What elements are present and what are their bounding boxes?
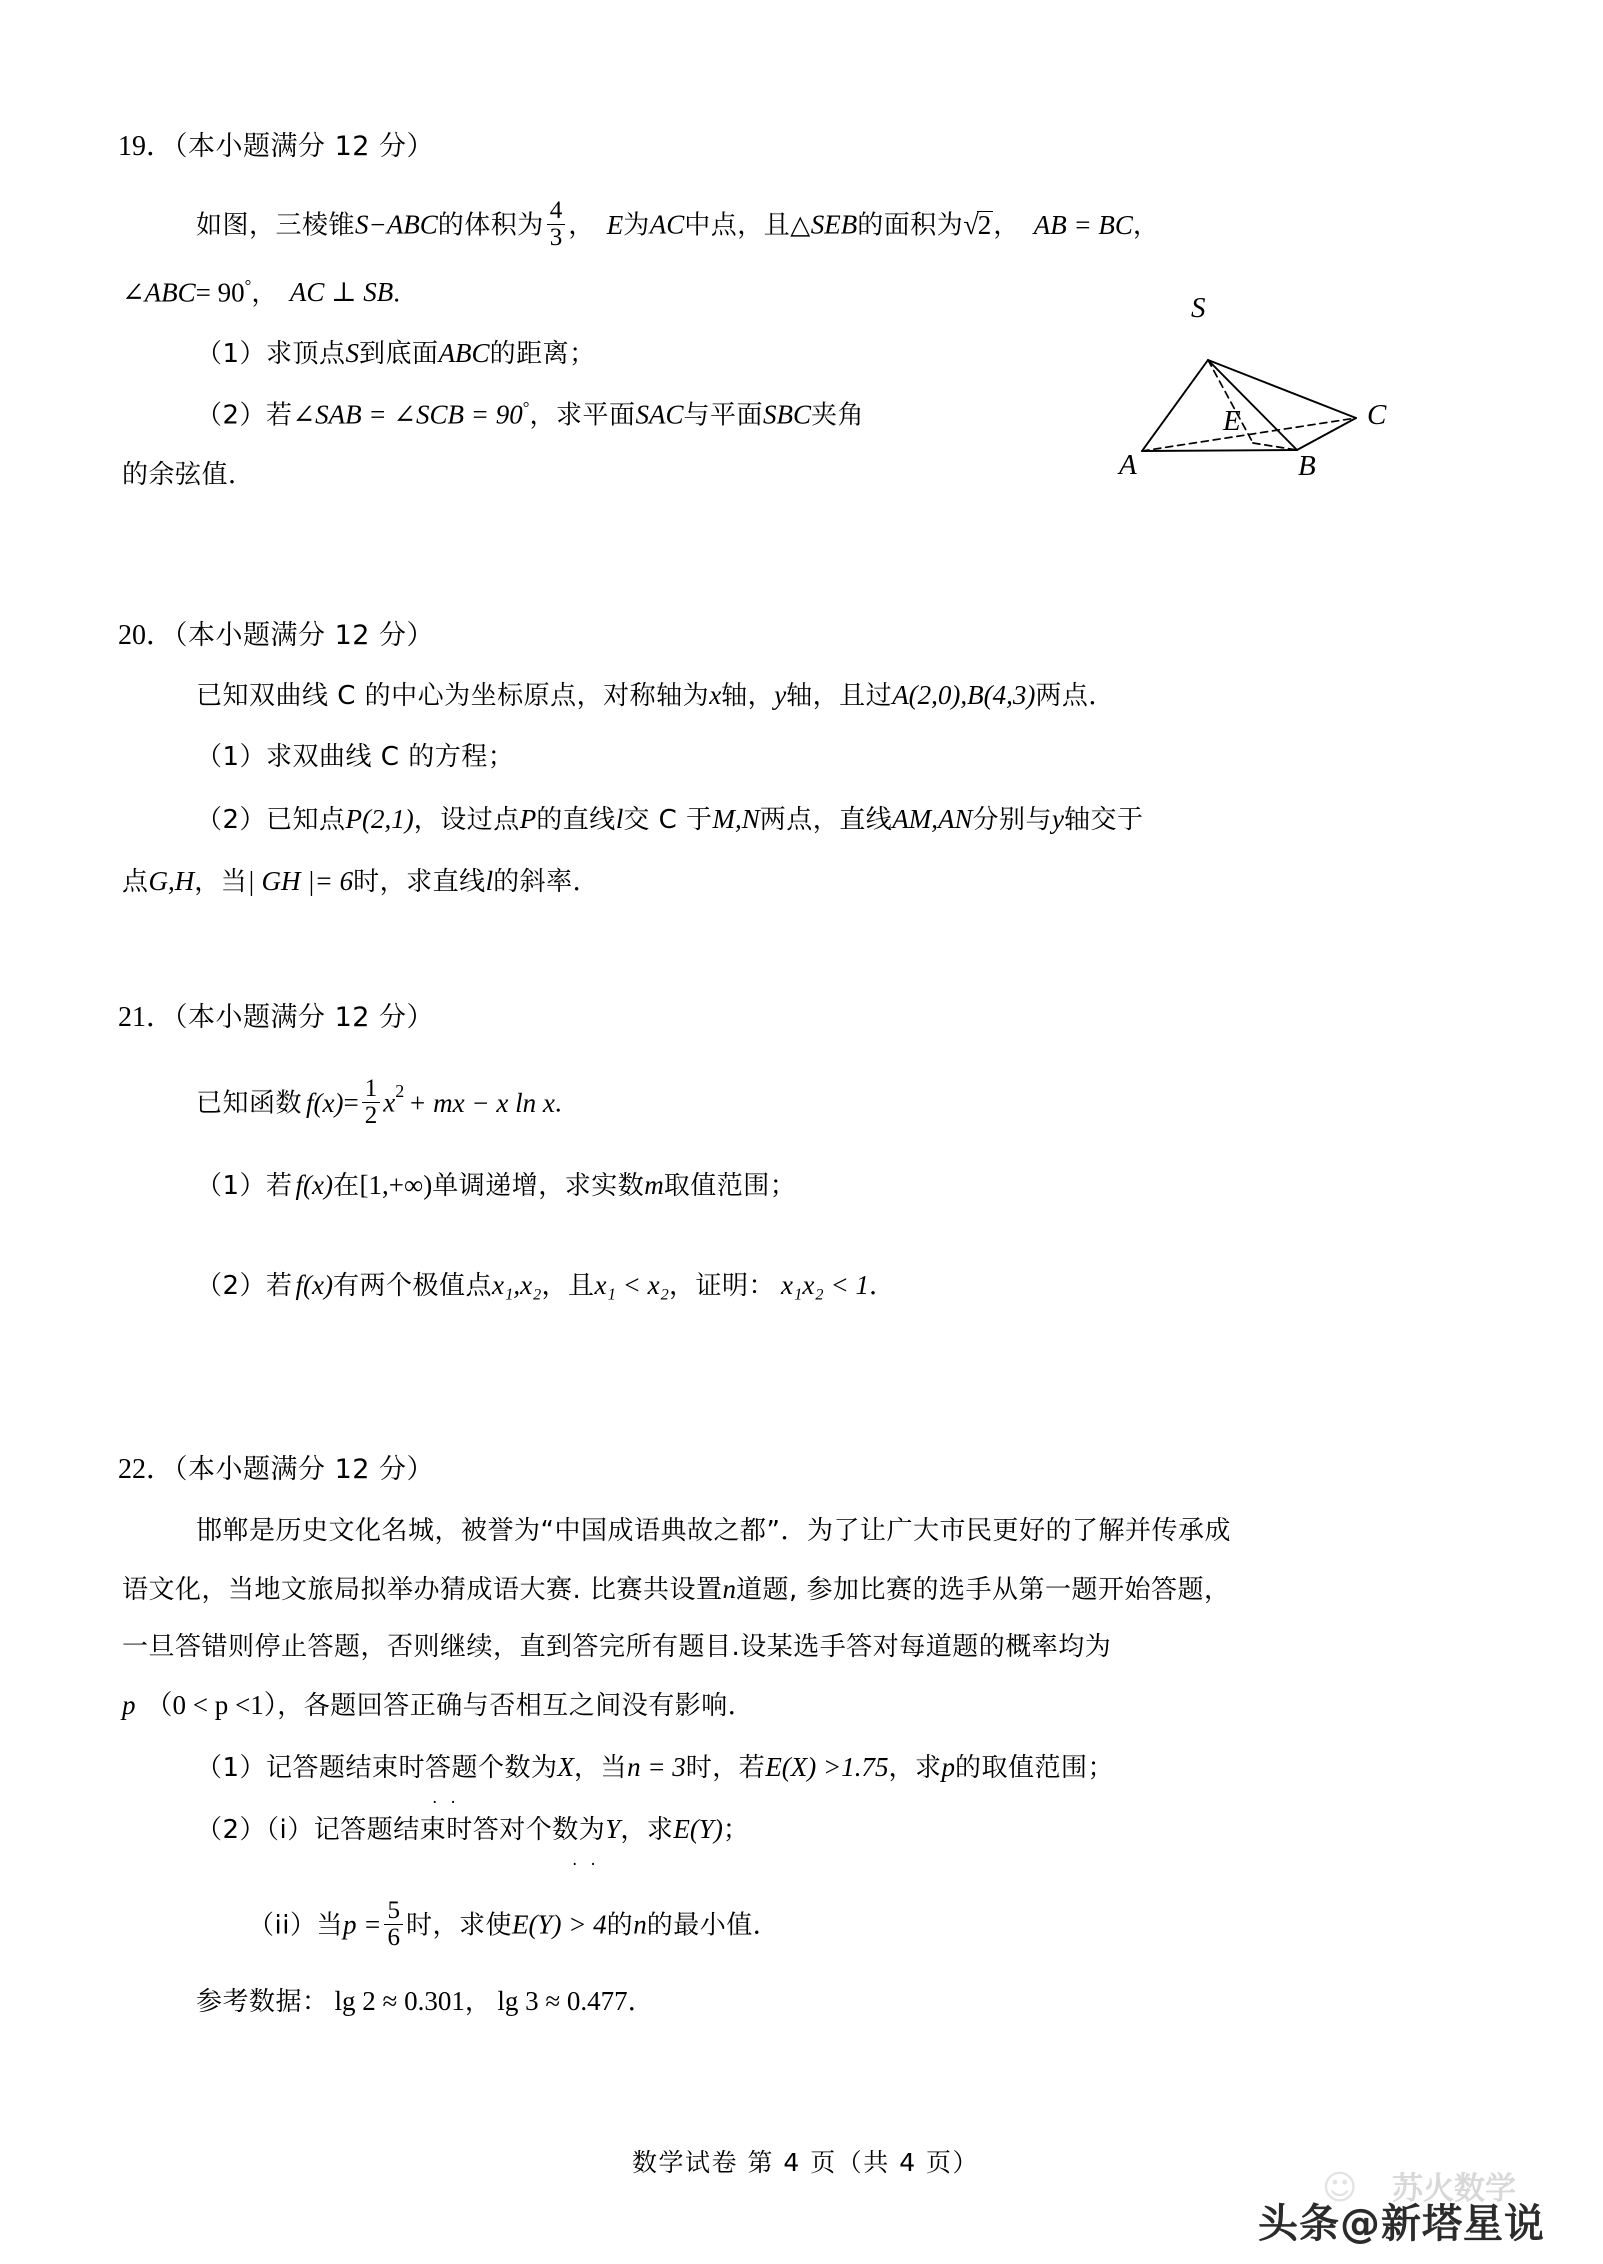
q19-sqrt-two bbox=[963, 211, 993, 240]
q22-expectation-x: E(X) >1.75 bbox=[765, 1752, 889, 1782]
q21-part1-fx: f(x) bbox=[295, 1170, 334, 1200]
q19-stem-a: 如图，三棱锥 bbox=[196, 210, 356, 241]
q21-part1 bbox=[196, 1172, 796, 1199]
q20-axis-x: x bbox=[709, 680, 722, 710]
q22-p-equals: p = bbox=[342, 1909, 382, 1940]
q22-ref-comma: ， bbox=[464, 1987, 492, 2017]
q22-lg2-value: lg 2 ≈ 0.301 bbox=[334, 1986, 465, 2016]
q19-part1-c: 到底面 bbox=[359, 339, 439, 369]
edge-SA bbox=[1142, 360, 1208, 451]
q20-stem bbox=[196, 682, 1115, 709]
q22-p-range: （0 < p <1） bbox=[145, 1690, 278, 1720]
q22-part2-c: ，求 bbox=[620, 1815, 674, 1845]
q20-score-note: （本小题满分 12 分） bbox=[174, 620, 435, 651]
q22-number: 22． bbox=[118, 1454, 175, 1485]
q19-figure-tetrahedron bbox=[1090, 292, 1490, 482]
edge-SB bbox=[1208, 360, 1297, 450]
q19-stem-line2 bbox=[122, 276, 400, 309]
q20-stem-a: 已知双曲线 C 的中心为坐标原点，对称轴为 bbox=[196, 681, 710, 711]
q19-comma-4: ， bbox=[251, 278, 278, 309]
q22-expectation-y: E(Y) bbox=[673, 1814, 723, 1844]
smiley-face-icon: ☺ bbox=[1322, 2168, 1358, 2208]
q21-stem bbox=[196, 1075, 562, 1130]
q20-points-ab: A(2,0),B(4,3) bbox=[892, 680, 1036, 710]
q22-score-note: （本小题满分 12 分） bbox=[174, 1454, 435, 1485]
q20-part2-t: 的斜率． bbox=[493, 867, 600, 897]
figure-label-A: A bbox=[1119, 449, 1137, 481]
q21-ordering: x₁ < x₂ bbox=[594, 1270, 670, 1300]
q19-stem-line1 bbox=[196, 197, 1160, 252]
q20-axis-y2: y bbox=[1052, 804, 1065, 834]
q21-function-fx: f(x) bbox=[306, 1087, 344, 1118]
q19-part1-e: 的距离； bbox=[489, 339, 596, 369]
q21-part1-a: （1）若 bbox=[196, 1171, 293, 1201]
page-footer: 数学试卷 第 4 页（共 4 页） bbox=[632, 2148, 980, 2177]
q22-n-equals-3: n = 3 bbox=[627, 1752, 686, 1782]
q22-part1-a: （1）记答题结束时答题个数为 bbox=[196, 1753, 558, 1783]
q20-p-label: P bbox=[519, 804, 537, 834]
q22-part1-i: 的取值范围； bbox=[955, 1753, 1115, 1783]
q21-part2-e: ，且 bbox=[541, 1271, 595, 1301]
q20-part2-p: ，当 bbox=[194, 867, 248, 897]
q19-volume-denominator: 3 bbox=[547, 224, 566, 251]
q20-part2-e: 的直线 bbox=[536, 805, 616, 835]
q19-number: 19． bbox=[118, 131, 175, 162]
q22-part1-c: ，当 bbox=[574, 1753, 628, 1783]
q20-points-mn: M,N bbox=[712, 804, 760, 834]
q22-p-fraction bbox=[384, 1898, 403, 1950]
q20-stem-c: 轴， bbox=[721, 681, 775, 711]
q21-number: 21． bbox=[118, 1002, 175, 1033]
q19-angle-value: = 90 bbox=[195, 277, 245, 308]
q21-prove-statement: x₁x₂ < 1 bbox=[781, 1270, 869, 1300]
q20-part1: （1）求双曲线 C 的方程； bbox=[196, 742, 515, 772]
q22-part1-g: ，求 bbox=[888, 1753, 942, 1783]
q19-stem-h: 中点，且△ bbox=[684, 210, 811, 241]
q22-num-questions: n bbox=[722, 1574, 737, 1604]
q21-part2 bbox=[196, 1272, 896, 1299]
q19-tri-seb: SEB bbox=[810, 209, 858, 240]
q19-seg-ac: AC bbox=[649, 209, 685, 240]
q19-part2-line2: 的余弦值． bbox=[122, 460, 255, 490]
q20-stem-g: 两点． bbox=[1035, 681, 1115, 711]
q21-period: . bbox=[554, 1087, 562, 1118]
q20-part2-a: （2）已知点 bbox=[196, 805, 346, 835]
q21-score-note: （本小题满分 12 分） bbox=[174, 1002, 435, 1033]
q20-part2-r: 时，求直线 bbox=[353, 867, 486, 897]
q21-x-term: x bbox=[383, 1087, 396, 1118]
q20-point-p: P(2,1) bbox=[345, 804, 414, 834]
q21-rest-terms: + mx − x ln x bbox=[408, 1087, 555, 1118]
q22-ey-gt-4: E(Y) > 4 bbox=[511, 1909, 607, 1940]
q19-stem-c: 的体积为 bbox=[437, 210, 544, 241]
q21-equals: = bbox=[343, 1087, 359, 1118]
figure-label-E: E bbox=[1223, 405, 1241, 437]
q21-half-denominator: 2 bbox=[362, 1102, 381, 1129]
q20-line-l: l bbox=[615, 804, 624, 834]
q19-comma-3: ， bbox=[1132, 210, 1160, 241]
q19-comma-2: ， bbox=[993, 210, 1020, 241]
q22-stem-line1: 邯郸是历史文化名城，被誉为“中国成语典故之都”．为了让广大市民更好的了解并传承成 bbox=[196, 1516, 1231, 1546]
q22-stem-line4 bbox=[122, 1692, 754, 1719]
q20-line-l2: l bbox=[485, 866, 494, 896]
tetrahedron-svg bbox=[1090, 320, 1490, 480]
q19-volume-fraction bbox=[547, 198, 566, 250]
q21-stem-a: 已知函数 bbox=[196, 1088, 303, 1119]
q22-part2-e: ； bbox=[722, 1815, 750, 1845]
watermark-main-text: 头条@新塔星说 bbox=[1258, 2201, 1545, 2247]
q19-stem-f: 为 bbox=[623, 210, 650, 241]
q22-stem-line2 bbox=[122, 1576, 1231, 1603]
q19-degree-sign: ° bbox=[244, 276, 252, 295]
q22-part1-e: 时，若 bbox=[685, 1753, 766, 1783]
q20-header bbox=[118, 622, 434, 650]
q22-ref-label: 参考数据： bbox=[196, 1987, 329, 2017]
q21-part2-i: ． bbox=[869, 1271, 896, 1301]
q21-x-exponent: 2 bbox=[395, 1081, 405, 1102]
q19-point-e: E bbox=[606, 209, 624, 240]
q22-var-x: X bbox=[557, 1752, 575, 1782]
q20-gh-length: | GH |= 6 bbox=[247, 866, 354, 896]
q22-part2ii-g: 的最小值． bbox=[646, 1910, 780, 1941]
q22-part2-ii bbox=[248, 1897, 780, 1952]
q22-part2-i bbox=[196, 1816, 749, 1843]
figure-label-B: B bbox=[1298, 450, 1316, 482]
radical-icon: √ bbox=[963, 209, 979, 241]
q21-part2-c: 有两个极值点 bbox=[333, 1271, 493, 1301]
q22-var-y: Y bbox=[605, 1814, 621, 1844]
q19-header bbox=[118, 133, 434, 161]
q19-part1-base: ABC bbox=[438, 338, 490, 368]
q19-period-1: . bbox=[393, 277, 400, 308]
q20-axis-y: y bbox=[774, 680, 787, 710]
q22-p-denominator: 6 bbox=[384, 1924, 403, 1951]
q19-stem-j: 的面积为 bbox=[857, 210, 964, 241]
q22-prob-p: p bbox=[122, 1690, 136, 1720]
q21-part2-g: ，证明： bbox=[669, 1271, 776, 1301]
q22-reference-data bbox=[196, 1988, 654, 2015]
q21-param-m: m bbox=[644, 1170, 664, 1200]
q20-points-gh: G,H bbox=[148, 866, 195, 896]
q22-part2ii-c: 时，求使 bbox=[405, 1910, 512, 1941]
q21-header bbox=[118, 1004, 434, 1032]
q20-part2-line2 bbox=[122, 868, 599, 895]
q20-part2-g: 交 C 于 bbox=[623, 805, 713, 835]
figure-label-S: S bbox=[1191, 292, 1206, 324]
q22-stem-line3: 一旦答错则停止答题，否则继续，直到答完所有题目.设某选手答对每道题的概率均为 bbox=[122, 1632, 1112, 1662]
q20-part2-i: 两点，直线 bbox=[759, 805, 893, 835]
q22-part2ii-e: 的 bbox=[606, 1910, 634, 1941]
q19-sqrt-radicand: 2 bbox=[977, 209, 992, 240]
q22-stem2-c: 道题, 参加比赛的选手从第一题开始答题， bbox=[736, 1575, 1231, 1605]
q21-part1-c: 在 bbox=[333, 1171, 360, 1201]
q20-part2-line1 bbox=[196, 806, 1144, 833]
q22-part1-emphasis-dots: .. bbox=[432, 1788, 469, 1808]
q19-plane-sac: SAC bbox=[635, 399, 684, 430]
q22-stem4-c: ，各题回答正确与否相互之间没有影响． bbox=[277, 1691, 755, 1721]
q19-comma-1: ， bbox=[568, 210, 595, 241]
q22-header bbox=[118, 1456, 434, 1484]
q21-half-numerator: 1 bbox=[364, 1075, 378, 1102]
figure-label-C: C bbox=[1367, 399, 1387, 431]
q22-lg3-value: lg 3 ≈ 0.477 bbox=[497, 1986, 628, 2016]
q20-part2-k: 分别与 bbox=[972, 805, 1053, 835]
q20-part2-m: 轴交于 bbox=[1064, 805, 1144, 835]
q21-extrema-points: x₁,x₂ bbox=[492, 1270, 542, 1300]
q21-part1-g: 取值范围； bbox=[663, 1171, 797, 1201]
q19-part2-e: 与平面 bbox=[683, 400, 763, 431]
q19-part1-a: （1）求顶点 bbox=[196, 339, 346, 369]
q19-volume-numerator: 4 bbox=[549, 197, 563, 224]
q19-part2-angles: ∠SAB = ∠SCB = 90 bbox=[292, 399, 523, 430]
q20-stem-e: 轴，且过 bbox=[786, 681, 893, 711]
q20-number: 20． bbox=[118, 620, 175, 651]
q22-part1 bbox=[196, 1754, 1114, 1781]
q22-part2-emphasis-dots: .. bbox=[572, 1850, 609, 1870]
q19-part1 bbox=[196, 340, 596, 367]
q22-part2-a: （2）（i）记答题结束时答对个数为 bbox=[196, 1815, 606, 1845]
q22-ref-period: ． bbox=[627, 1987, 655, 2017]
q19-ab-eq-bc: AB = BC bbox=[1033, 209, 1133, 240]
q19-angle-abc: ∠ABC bbox=[122, 277, 196, 308]
q19-part2-c: ，求平面 bbox=[529, 400, 636, 431]
q21-part2-fx: f(x) bbox=[295, 1270, 334, 1300]
q22-stem2-a: 语文化，当地文旅局拟举办猜成语大赛. 比赛共设置 bbox=[122, 1575, 723, 1605]
q19-solid: S−ABC bbox=[355, 209, 438, 240]
q21-interval: [1,+∞) bbox=[359, 1170, 433, 1200]
q21-part2-a: （2）若 bbox=[196, 1271, 293, 1301]
q19-part2-line1 bbox=[196, 398, 865, 431]
edge-AB bbox=[1142, 450, 1297, 451]
watermark-ghost-text: 苏火数学 bbox=[1392, 2171, 1516, 2207]
q20-part2-n: 点 bbox=[122, 867, 149, 897]
q21-half-fraction bbox=[362, 1076, 381, 1128]
q20-lines-am-an: AM,AN bbox=[892, 804, 973, 834]
q22-part1-p: p bbox=[941, 1752, 956, 1782]
q19-score-note: （本小题满分 12 分） bbox=[174, 131, 435, 162]
q19-part1-vertex: S bbox=[345, 338, 360, 368]
q21-part1-e: 单调递增，求实数 bbox=[432, 1171, 645, 1201]
q22-p-numerator: 5 bbox=[387, 1897, 400, 1924]
q20-part2-c: ，设过点 bbox=[413, 805, 520, 835]
q19-part2-degree-sign: ° bbox=[522, 398, 530, 417]
q19-plane-sbc: SBC bbox=[762, 399, 811, 430]
q22-part2ii-a: （ii）当 bbox=[248, 1910, 343, 1941]
q22-min-n: n bbox=[633, 1909, 647, 1940]
q19-ac-perp-sb: AC ⊥ SB bbox=[289, 277, 394, 308]
q19-part2-g: 夹角 bbox=[811, 400, 865, 431]
q19-part2-a: （2）若 bbox=[196, 400, 293, 431]
